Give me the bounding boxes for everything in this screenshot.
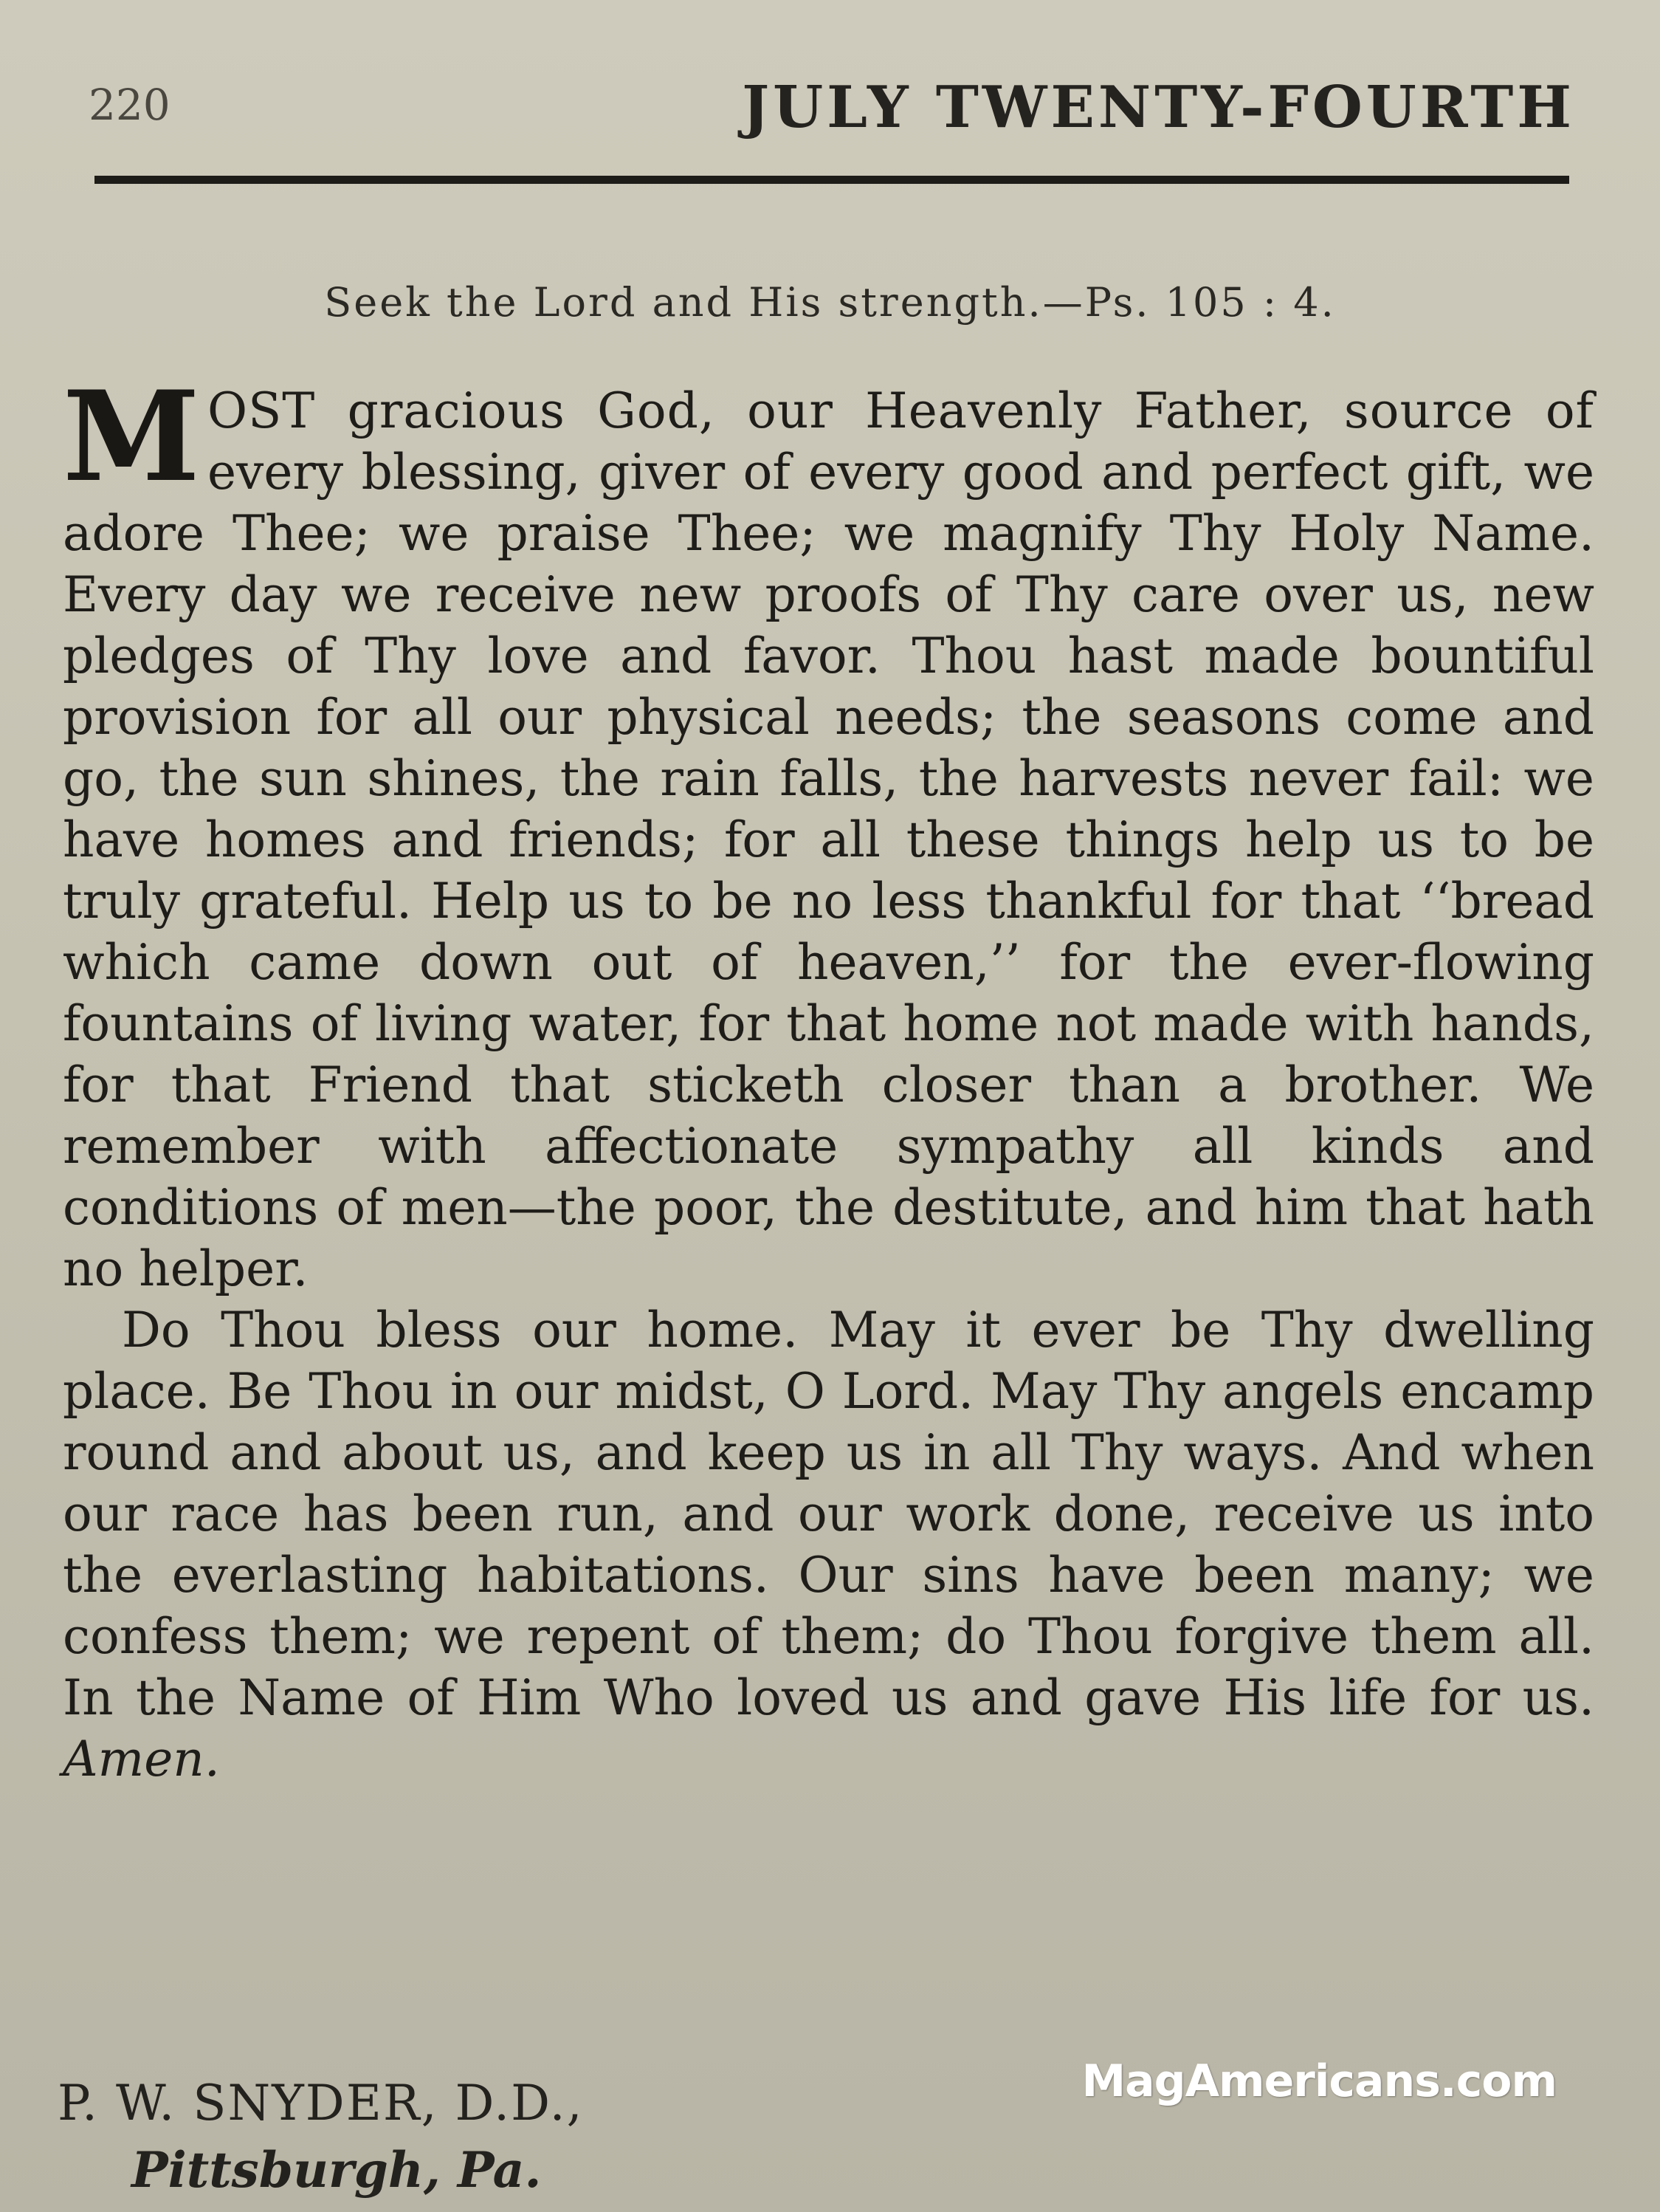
watermark-logo: MagAmericans.com (1081, 2055, 1557, 2107)
prayer-body (63, 363, 1594, 1790)
page-number: 220 (89, 80, 171, 130)
scripture-epigraph: Seek the Lord and His strength.—Ps. 105 : 4. (324, 279, 1336, 326)
prayer-paragraph-1-text: OST gracious God, our Heavenly Father, source of every blessing, giver of every good and perfect gift, we adore Thee; we praise Thee; we magnify Thy Holy Name. Every day we receive new proofs of Thy care over us, new pledges of Thy love and favor. Thou hast made bountiful provision for all our physical needs; the seasons come and go, the sun shines, the rain falls, the harvests never fail: we have homes and friends; for all these things help us to be truly grateful. Help us to be no less thankful for that ‘‘bread which came down out of heaven,’’ for the ever-flowing fountains of living water, for that home not made with hands, for that Friend that sticketh closer than a brother. We remember with affectionate sympathy all kinds and conditions of men—the poor, the destitute, and him that hath no helper. (63, 382, 1594, 1297)
amen-closing: Amen. (63, 1731, 220, 1787)
author-location: Pittsburgh, Pa. (131, 2141, 542, 2199)
prayer-paragraph-2 (63, 1299, 1594, 1790)
header-rule (94, 176, 1569, 184)
running-head-date: JULY TWENTY-FOURTH (742, 74, 1575, 141)
prayer-paragraph-2-text: Do Thou bless our home. May it ever be Thy dwelling place. Be Thou in our midst, O Lord. May Thy angels encamp round and about us, and keep us in all Thy ways. And when our race has been run, and our work done, receive us into the everlasting habitations. Our sins have been many; we confess them; we repent of them; do Thou forgive them all. In the Name of Him Who loved us and gave His life for us. (63, 1302, 1594, 1726)
author-name: P. W. SNYDER, D.D., (58, 2075, 584, 2132)
prayer-paragraph-1 (63, 363, 1594, 1299)
drop-cap: M (63, 363, 200, 509)
